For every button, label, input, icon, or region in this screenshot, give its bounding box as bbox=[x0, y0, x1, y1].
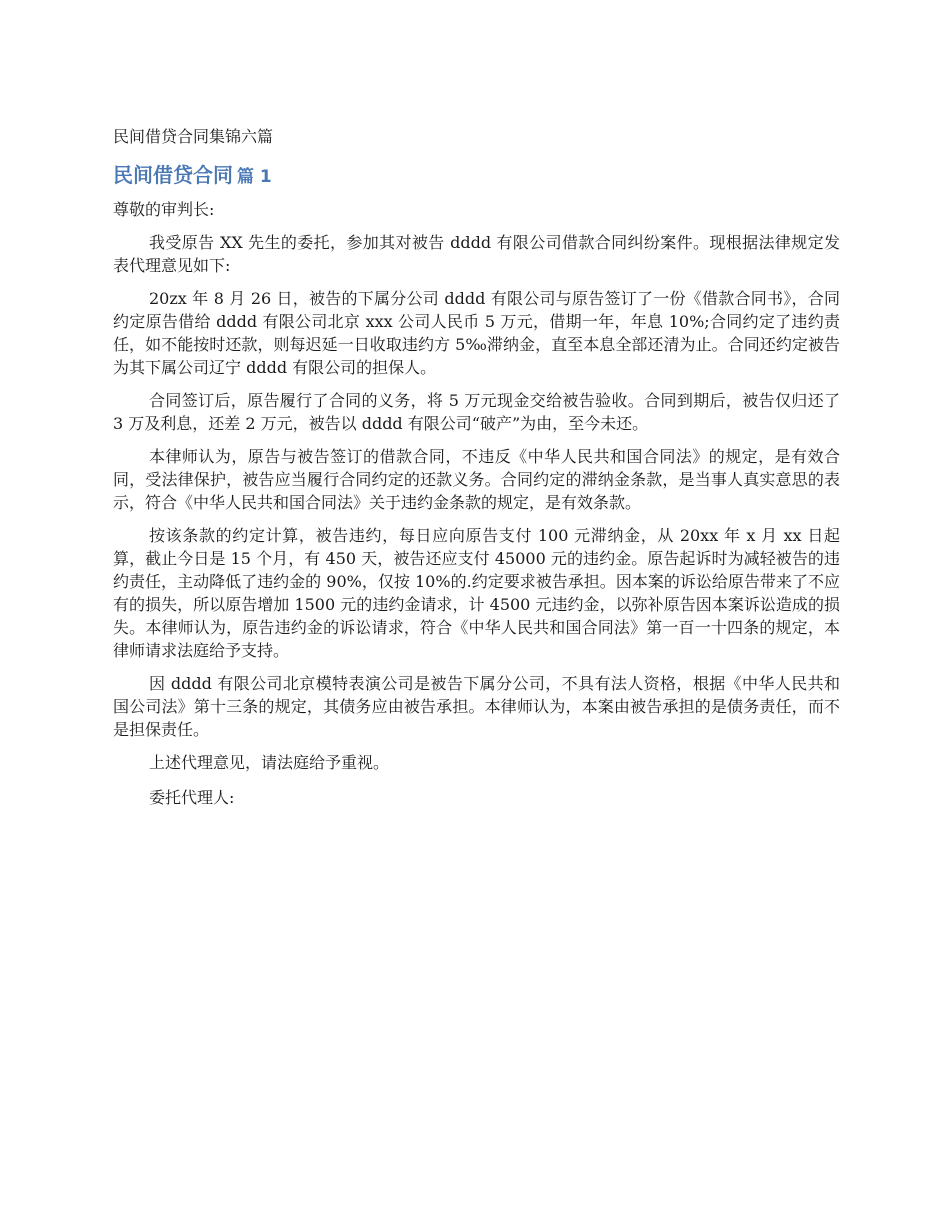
section-number: 篇 1 bbox=[237, 167, 272, 187]
document-title: 民间借贷合同集锦六篇 bbox=[113, 127, 274, 146]
closing-request: 上述代理意见，请法庭给予重视。 bbox=[149, 753, 390, 772]
section-heading-text: 民间借贷合同 bbox=[113, 163, 233, 187]
paragraph: 因 dddd 有限公司北京模特表演公司是被告下属分公司，不具有法人资格，根据《中华人民共和国公司法》第十三条的规定，其债务应由被告承担。本律师认为，本案由被告承担的是债务责任，而不是担保责任。 bbox=[113, 674, 840, 739]
signature-label: 委托代理人: bbox=[149, 788, 235, 807]
salutation: 尊敬的审判长: bbox=[113, 200, 215, 219]
paragraph: 20zx 年 8 月 26 日，被告的下属分公司 dddd 有限公司与原告签订了一份《借款合同书》，合同约定原告借给 dddd 有限公司北京 xxx 公司人民币 5 万元，借期一年，年息 10%;合同约定了违约责任，如不能按时还款，则每迟延一日收取违约方 5‰滞纳金，直至本息全部还清为止。合同还约定被告为其下属公司辽宁 dddd 有限公司的担保人。 bbox=[113, 289, 840, 377]
paragraph: 按该条款的约定计算，被告违约，每日应向原告支付 100 元滞纳金，从 20xx 年 x 月 xx 日起算，截止今日是 15 个月，有 450 天，被告还应支付 45000 元的违约金。原告起诉时为减轻被告的违约责任，主动降低了违约金的 90%，仅按 10%的.约定要求被告承担。因本案的诉讼给原告带来了不应有的损失，所以原告增加 1500 元的违约金请求，计 4500 元违约金，以弥补原告因本案诉讼造成的损失。本律师认为，原告违约金的诉讼请求，符合《中华人民共和国合同法》第一百一十四条的规定，本律师请求法庭给予支持。 bbox=[113, 526, 840, 660]
paragraph: 本律师认为，原告与被告签订的借款合同，不违反《中华人民共和国合同法》的规定，是有效合同，受法律保护，被告应当履行合同约定的还款义务。合同约定的滞纳金条款，是当事人真实意思的表示，符合《中华人民共和国合同法》关于违约金条款的规定，是有效条款。 bbox=[113, 447, 840, 512]
paragraph: 合同签订后，原告履行了合同的义务，将 5 万元现金交给被告验收。合同到期后，被告仅归还了 3 万及利息，还差 2 万元，被告以 dddd 有限公司“破产”为由，至今未还。 bbox=[113, 391, 840, 433]
paragraph: 我受原告 XX 先生的委托，参加其对被告 dddd 有限公司借款合同纠纷案件。现根据法律规定发表代理意见如下: bbox=[113, 233, 840, 275]
section-heading bbox=[113, 162, 840, 190]
document-page bbox=[113, 120, 840, 819]
